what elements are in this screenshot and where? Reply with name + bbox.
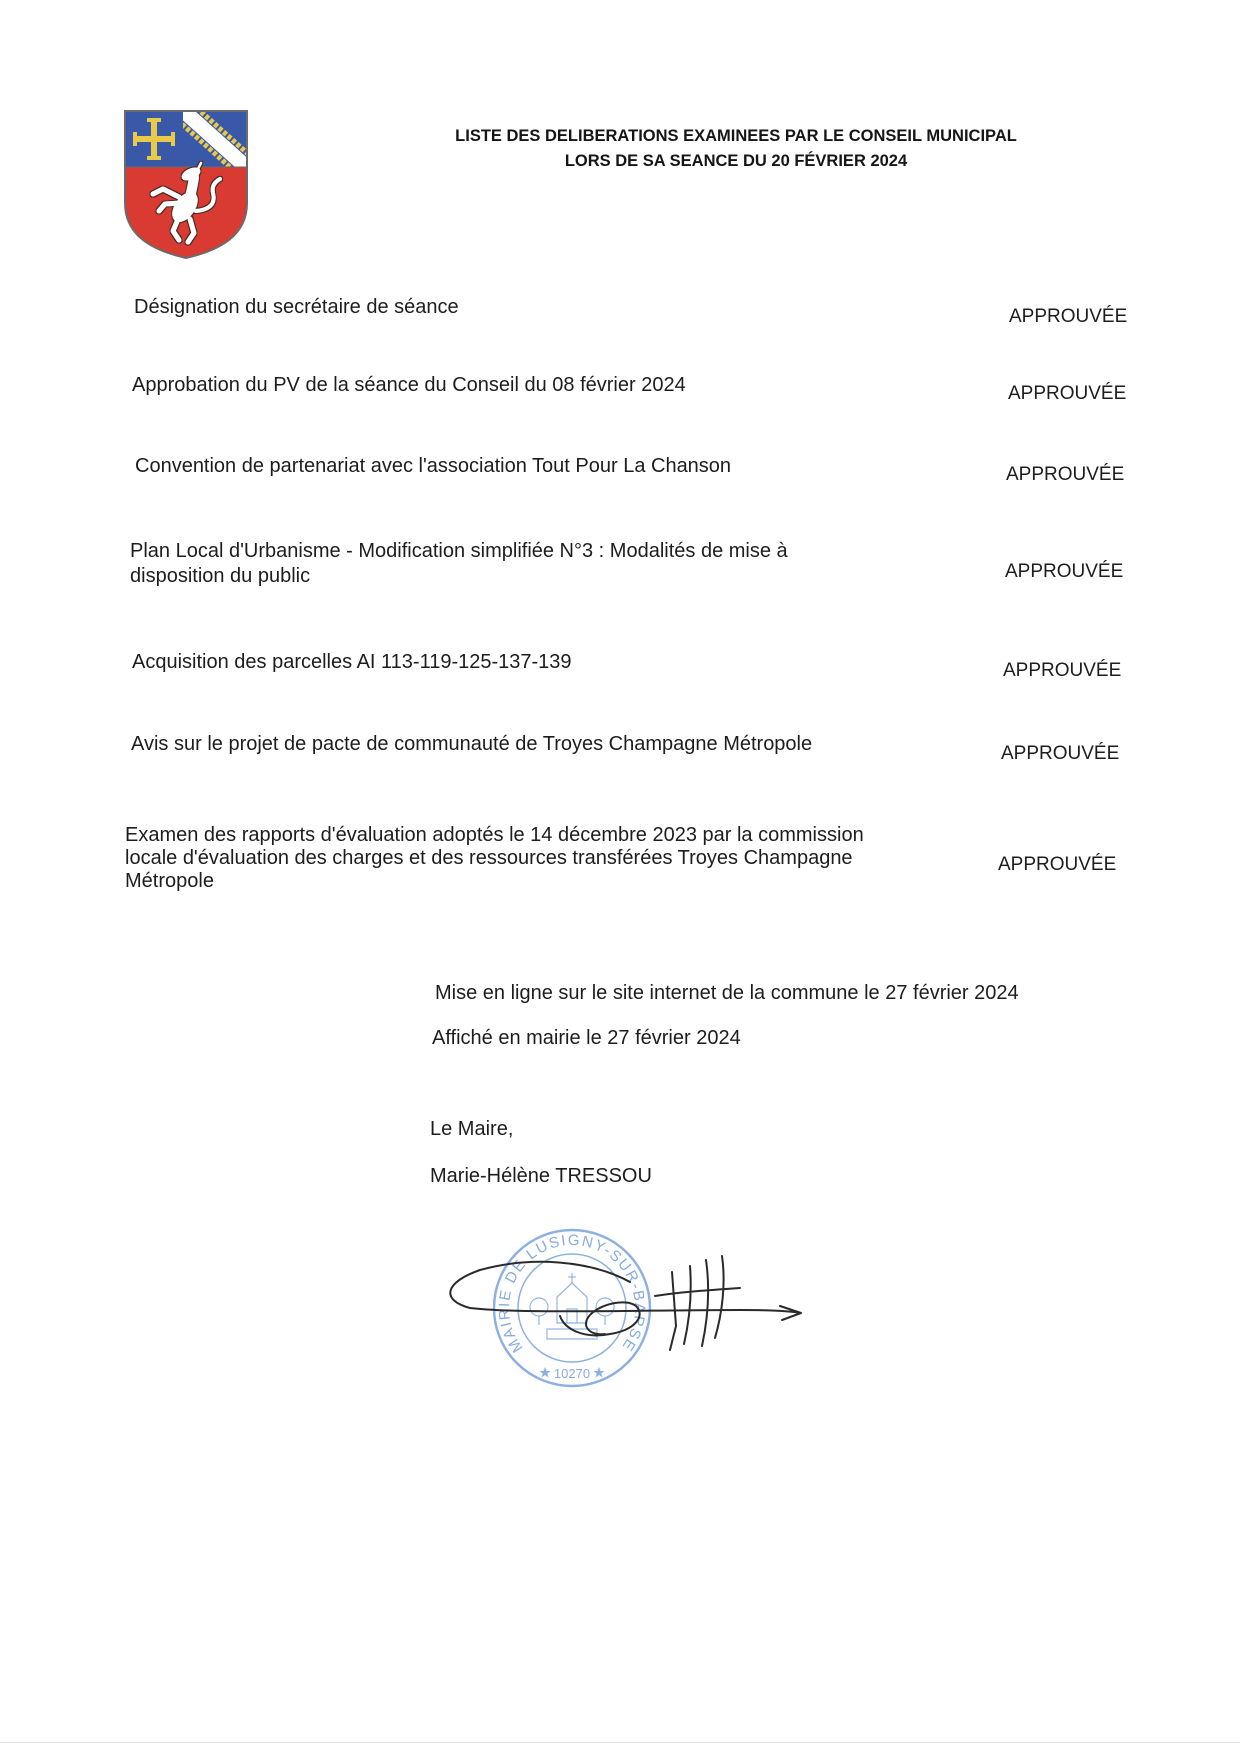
document-title [380,124,1092,174]
signature-inner-loop [560,1302,640,1335]
deliberation-label-line: locale d'évaluation des charges et des ressources transférées Troyes Champagne [125,847,853,869]
handwritten-signature [440,1238,820,1368]
signature-strokes [655,1256,740,1350]
deliberation-status: APPROUVÉE [1005,561,1124,582]
deliberation-label-line: Désignation du secrétaire de séance [134,296,459,318]
deliberation-status: APPROUVÉE [1008,383,1127,404]
deliberation-row-1 [0,295,1240,375]
online-publication-notice: Mise en ligne sur le site internet de la commune le 27 février 2024 [435,982,1019,1004]
deliberation-row-4 [0,539,1240,619]
deliberation-status: APPROUVÉE [1006,464,1125,485]
deliberation-label-line: Examen des rapports d'évaluation adoptés le 14 décembre 2023 par la commission [125,824,864,846]
deliberation-label [125,824,864,893]
signature-main-loop [450,1262,801,1320]
seal-ring-textpath: MAIRIE DE LUSIGNY-SUR-BARSE [495,1231,649,1356]
deliberation-label [135,454,731,478]
title-line-2: LORS DE SA SEANCE DU 20 FÉVRIER 2024 [564,152,908,170]
scan-edge-line [0,1742,1240,1743]
deliberation-row-6 [0,732,1240,812]
deliberation-label [130,539,788,589]
title-line-1: LISTE DES DELIBERATIONS EXAMINEES PAR LE CONSEIL MUNICIPAL [455,127,1017,145]
deliberation-row-7 [0,824,1240,904]
deliberation-label-line: Approbation du PV de la séance du Conseil du 08 février 2024 [132,374,686,396]
signatory-name: Marie-Hélène TRESSOU [430,1165,652,1187]
signatory-title: Le Maire, [430,1118,514,1140]
deliberation-status: APPROUVÉE [998,854,1117,875]
posted-notice: Affiché en mairie le 27 février 2024 [432,1027,741,1049]
deliberation-row-3 [0,454,1240,534]
deliberation-label-line: Métropole [125,870,214,892]
deliberation-label-line: Acquisition des parcelles AI 113-119-125-137-139 [132,651,572,673]
deliberation-label-line: Plan Local d'Urbanisme - Modification simplifiée N°3 : Modalités de mise à [130,540,788,562]
deliberation-label [132,650,572,674]
seal-postal-code: 10270 [553,1366,591,1381]
deliberation-label [131,732,812,756]
deliberation-label-line: disposition du public [130,565,311,587]
deliberation-label [132,373,686,397]
deliberation-row-2 [0,373,1240,453]
deliberation-status: APPROUVÉE [1003,660,1122,681]
deliberation-status: APPROUVÉE [1001,743,1120,764]
deliberation-label [134,295,459,319]
deliberation-label-line: Convention de partenariat avec l'association Tout Pour La Chanson [135,455,732,477]
coat-of-arms [121,107,251,262]
deliberation-row-5 [0,650,1240,730]
deliberation-status: APPROUVÉE [1009,306,1128,327]
deliberation-label-line: Avis sur le projet de pacte de communauté de Troyes Champagne Métropole [131,733,813,755]
